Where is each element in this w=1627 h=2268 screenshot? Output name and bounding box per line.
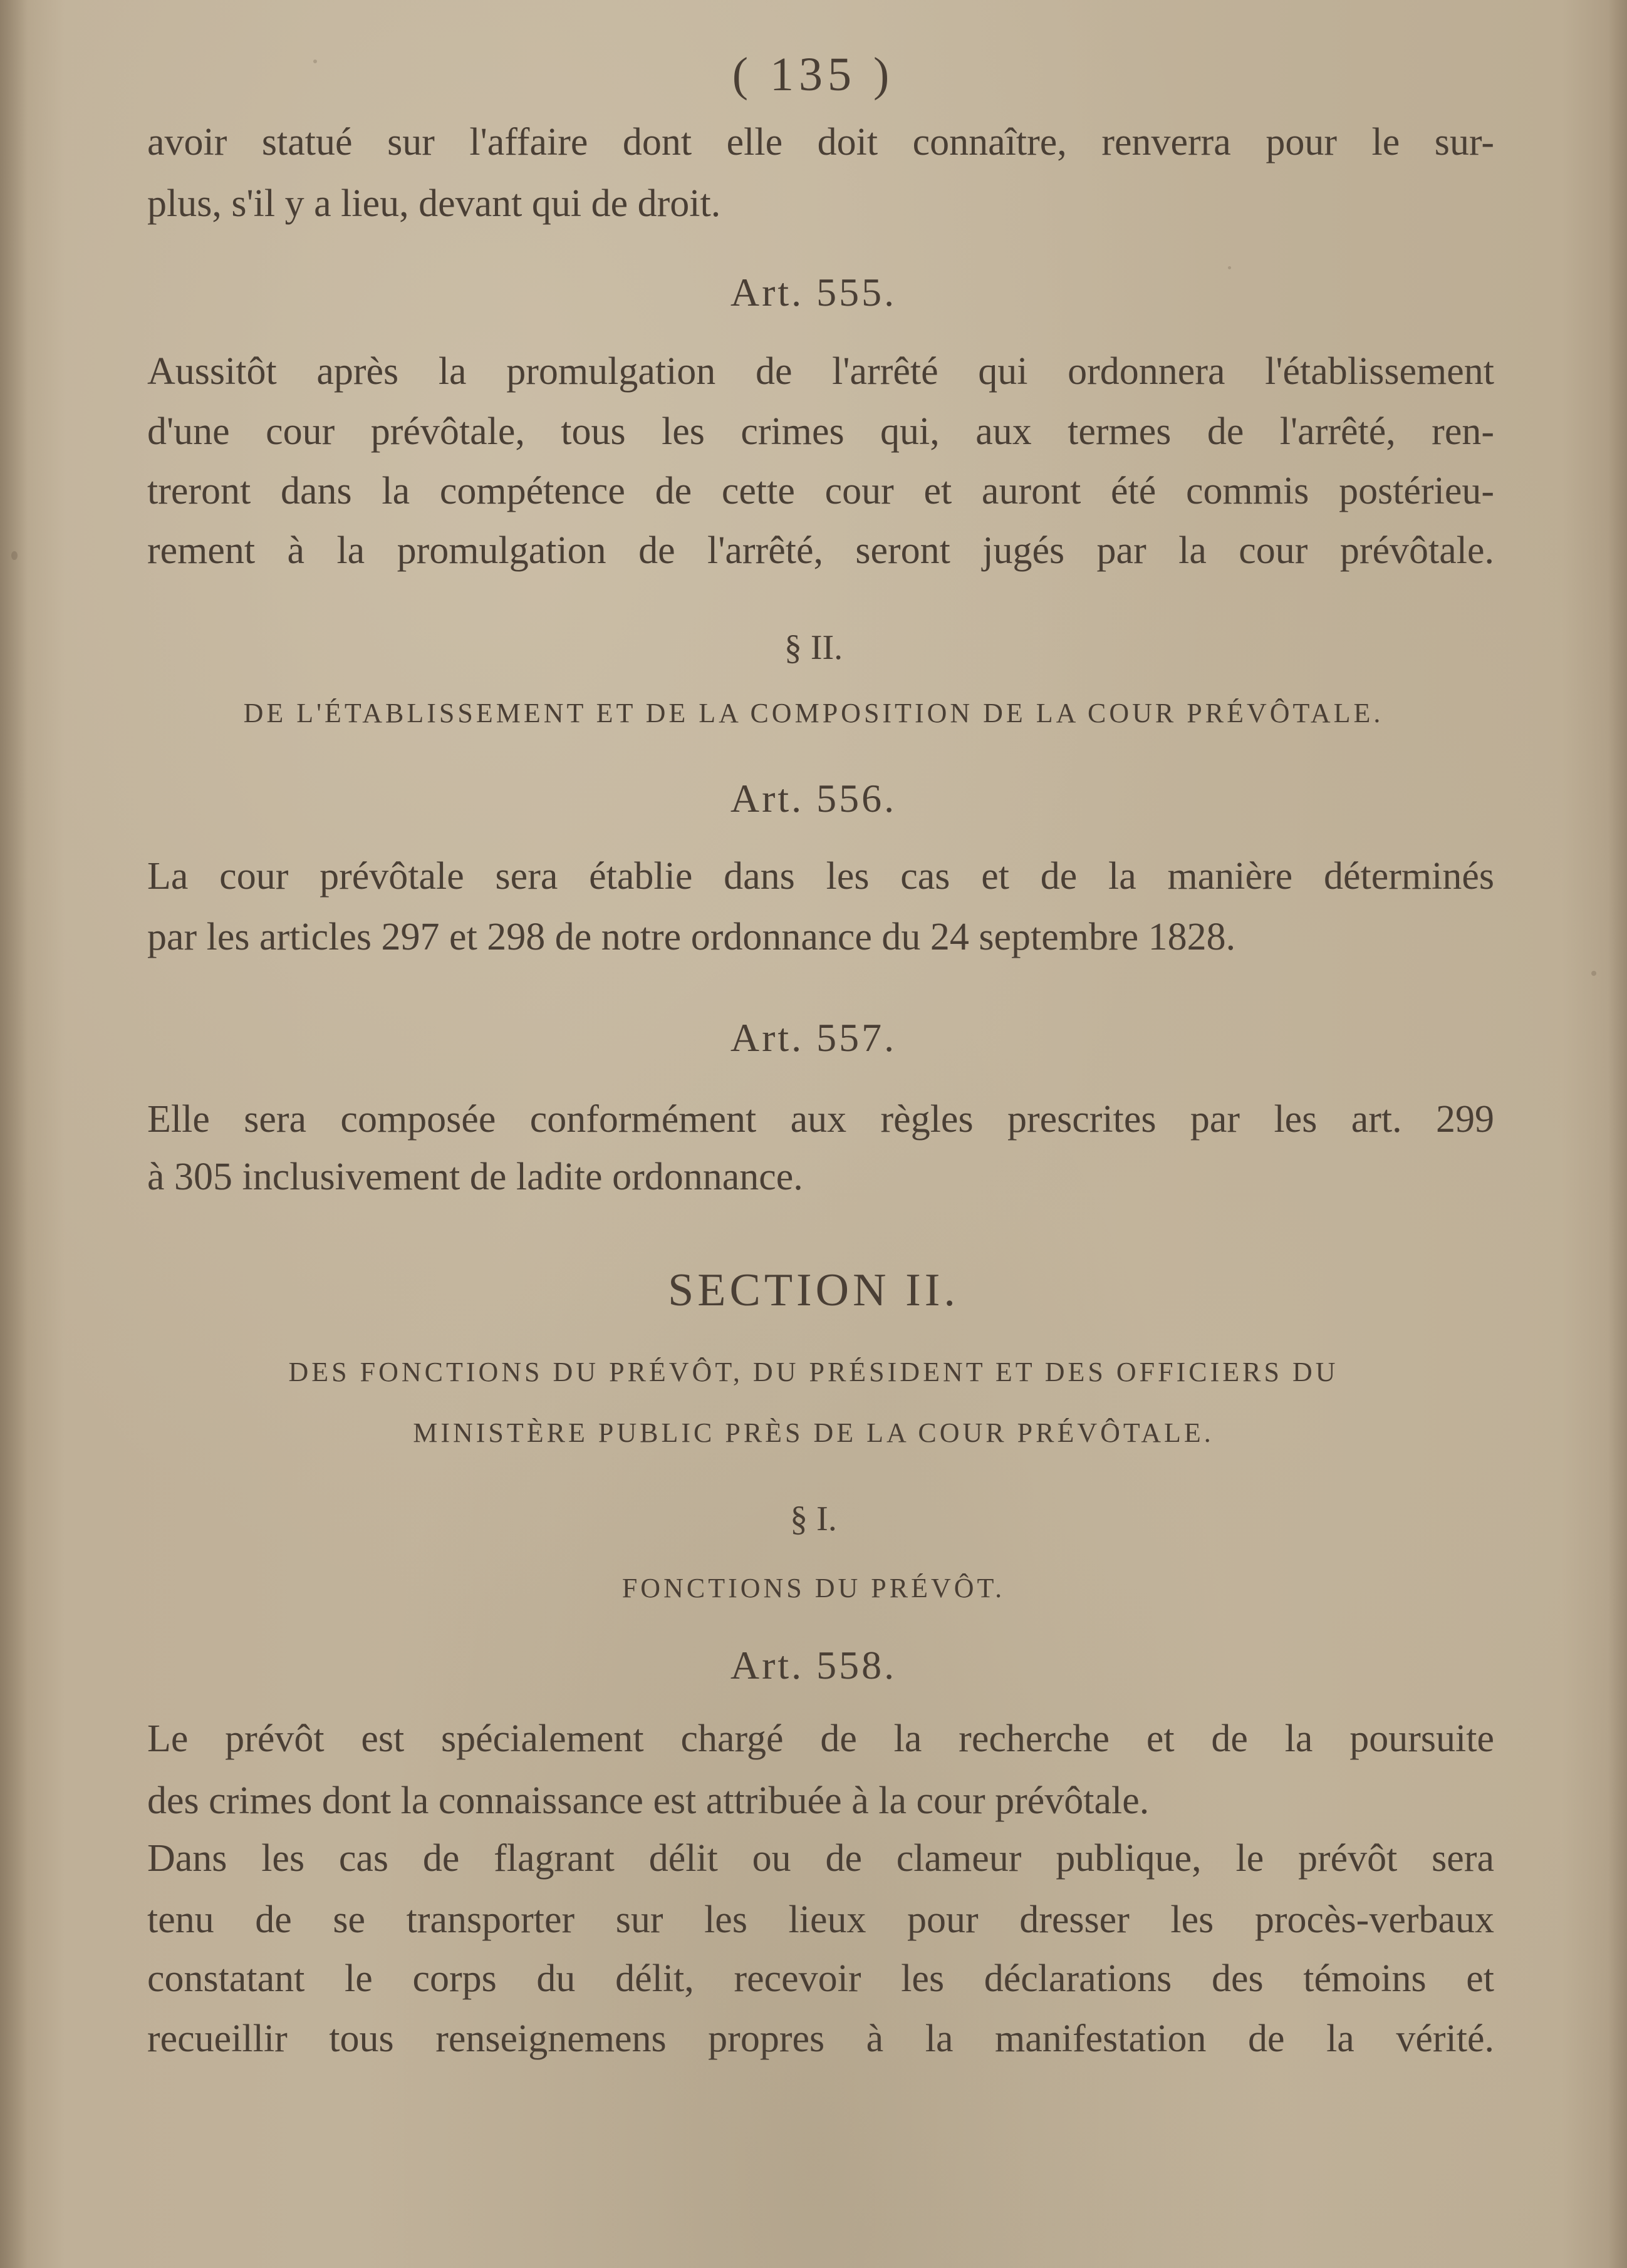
text-line: d'une cour prévôtale, tous les crimes qui, aux termes de l'arrêté, ren- (147, 410, 1494, 453)
text-line: Aussitôt après la promulgation de l'arrêté qui ordonnera l'établissement (147, 350, 1494, 393)
paper-speck (313, 60, 317, 63)
article-heading-556: Art. 556. (730, 776, 897, 821)
text-line: constatant le corps du délit, recevoir les déclarations des témoins et (147, 1957, 1494, 2000)
text-line: Elle sera composée conformément aux règles prescrites par les art. 299 (147, 1098, 1494, 1141)
section-heading: SECTION II. (668, 1265, 959, 1316)
text-line: par les articles 297 et 298 de notre ordonnance du 24 septembre 1828. (147, 916, 1236, 958)
text-line: Dans les cas de flagrant délit ou de clameur publique, le prévôt sera (147, 1837, 1494, 1880)
text-line: treront dans la compétence de cette cour et auront été commis postérieu- (147, 470, 1494, 512)
text-line: des crimes dont la connaissance est attribuée à la cour prévôtale. (147, 1779, 1150, 1822)
article-heading-557: Art. 557. (730, 1015, 897, 1060)
text-line: rement à la promulgation de l'arrêté, seront jugés par la cour prévôtale. (147, 529, 1494, 572)
paragraph-title-i: FONCTIONS DU PRÉVÔT. (621, 1573, 1006, 1603)
article-heading-555: Art. 555. (730, 270, 897, 314)
paper-speck (11, 551, 18, 560)
article-heading-558: Art. 558. (730, 1643, 897, 1687)
paragraph-title-ii: DE L'ÉTABLISSEMENT ET DE LA COMPOSITION DE LA COUR PRÉVÔTALE. (243, 698, 1384, 728)
paragraph-mark-ii: § II. (784, 628, 843, 667)
text-line: à 305 inclusivement de ladite ordonnance. (147, 1156, 803, 1198)
page-number: ( 135 ) (732, 48, 895, 101)
paragraph-mark-i: § I. (790, 1499, 837, 1538)
text-line: avoir statué sur l'affaire dont elle doit connaître, renverra pour le sur- (147, 121, 1494, 163)
text-line: Le prévôt est spécialement chargé de la recherche et de la poursuite (147, 1717, 1494, 1760)
text-line: recueillir tous renseignemens propres à la manifestation de la vérité. (147, 2017, 1494, 2060)
section-title-line: DES FONCTIONS DU PRÉVÔT, DU PRÉSIDENT ET DES OFFICIERS DU (288, 1357, 1339, 1387)
text-line: La cour prévôtale sera établie dans les cas et de la manière déterminés (147, 855, 1494, 898)
text-line: tenu de se transporter sur les lieux pour dresser les procès-verbaux (147, 1898, 1494, 1941)
text-line: plus, s'il y a lieu, devant qui de droit. (147, 182, 721, 225)
section-title-line: MINISTÈRE PUBLIC PRÈS DE LA COUR PRÉVÔTALE. (413, 1417, 1214, 1448)
paper-speck (1591, 971, 1596, 976)
